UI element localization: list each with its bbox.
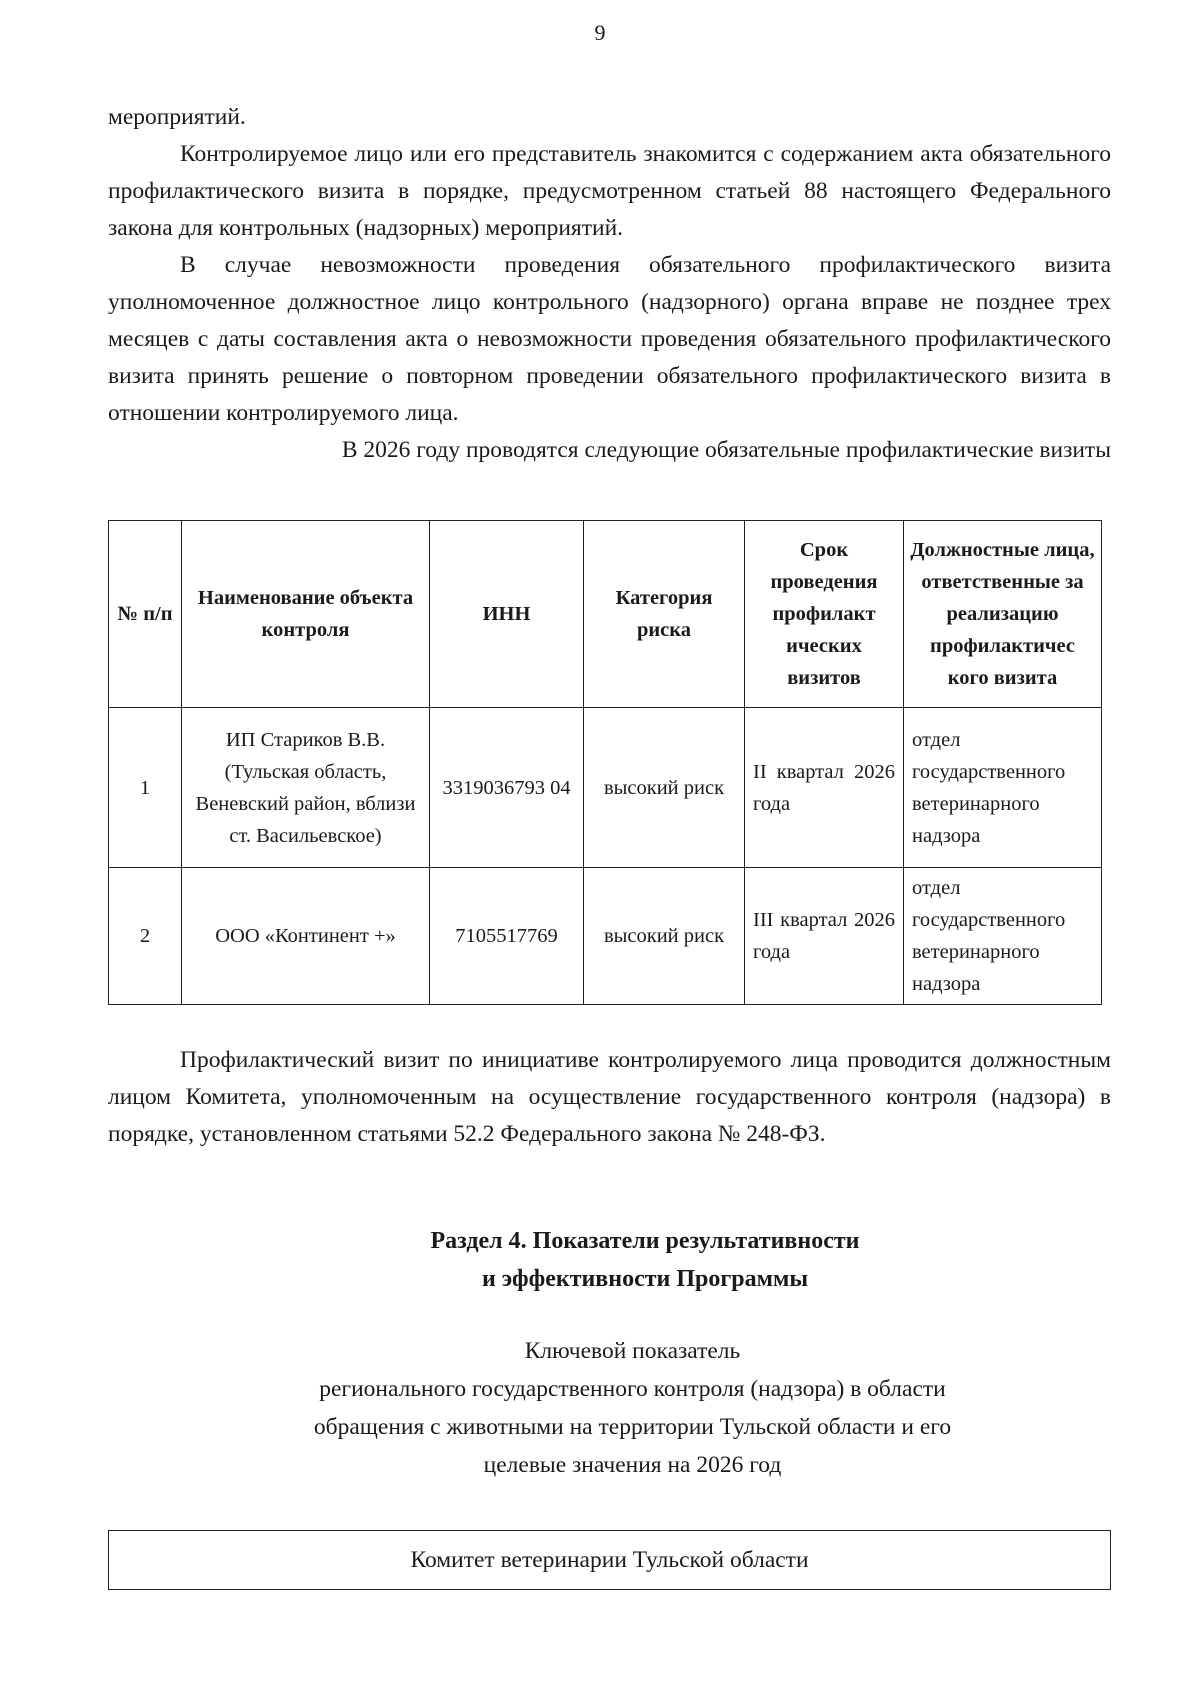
table-row (109, 708, 1102, 868)
committee-box: Комитет ветеринарии Тульской области (108, 1530, 1111, 1590)
header-officials: Должностные лица, ответственные за реализацию профилактичес кого визита (904, 521, 1102, 708)
paragraph-visits-2026: В 2026 году проводятся следующие обязательные профилактические визиты (341, 437, 1111, 463)
section-heading (0, 1222, 1200, 1298)
header-object-name: Наименование объекта контроля (182, 521, 430, 708)
paragraph-initiative-visit: Профилактический визит по инициативе контролируемого лица проводится должностным лицом Комитета, уполномоченным на осуществление государственного контроля (надзора) в порядке, установленном статьями 52.2 Федерального закона № 248-ФЗ. (108, 1047, 1111, 1147)
row-officials: отдел государственного ветеринарного надзора (904, 708, 1102, 868)
key-indicator-line3: обращения с животными на территории Тульской области и его (313, 1414, 952, 1440)
row-term: III квартал 2026 года (745, 868, 904, 1005)
key-indicator-line1: Ключевой показатель (524, 1338, 741, 1364)
row-officials: отдел государственного ветеринарного надзора (904, 868, 1102, 1005)
table-header-row (109, 521, 1102, 708)
row-object-name: ИП Стариков В.В. (Тульская область, Веневский район, вблизи ст. Васильевское) (182, 708, 430, 868)
intro-text (108, 99, 1111, 469)
key-indicator-line4: целевые значения на 2026 год (483, 1452, 782, 1478)
visits-table (108, 520, 1102, 1005)
header-term: Срок проведения профилакт ических визитов (745, 521, 904, 708)
row-inn: 7105517769 (430, 868, 584, 1005)
paragraph-act-review: Контролируемое лицо или его представитель знакомится с содержанием акта обязательного профилактического визита в порядке, предусмотренном статьей 88 настоящего Федерального закона для контрольных (надзорных) мероприятий. (108, 141, 1111, 241)
row-inn: 3319036793 04 (430, 708, 584, 868)
section-heading-line2: и эффективности Программы (481, 1266, 809, 1292)
page-number: 9 (594, 20, 606, 45)
header-number: № п/п (109, 521, 182, 708)
row-number: 2 (109, 868, 182, 1005)
header-inn: ИНН (430, 521, 584, 708)
header-risk-category: Категория риска (584, 521, 745, 708)
row-number: 1 (109, 708, 182, 868)
row-risk: высокий риск (584, 868, 745, 1005)
key-indicator-title (0, 1332, 1200, 1484)
after-table-text (108, 1042, 1111, 1153)
section-heading-line1: Раздел 4. Показатели результативности (430, 1228, 860, 1254)
key-indicator-line2: регионального государственного контроля (надзора) в области (319, 1376, 946, 1402)
paragraph-continuation: мероприятий. (108, 104, 246, 130)
table-row (109, 868, 1102, 1005)
row-risk: высокий риск (584, 708, 745, 868)
row-object-name: ООО «Континент +» (182, 868, 430, 1005)
row-term: II квартал 2026 года (745, 708, 904, 868)
paragraph-impossibility: В случае невозможности проведения обязательного профилактического визита уполномоченное должностное лицо контрольного (надзорного) органа вправе не позднее трех месяцев с даты составления акта о невозможности проведения обязательного профилактического визита принять решение о повторном проведении обязательного профилактического визита в отношении контролируемого лица. (108, 252, 1111, 426)
